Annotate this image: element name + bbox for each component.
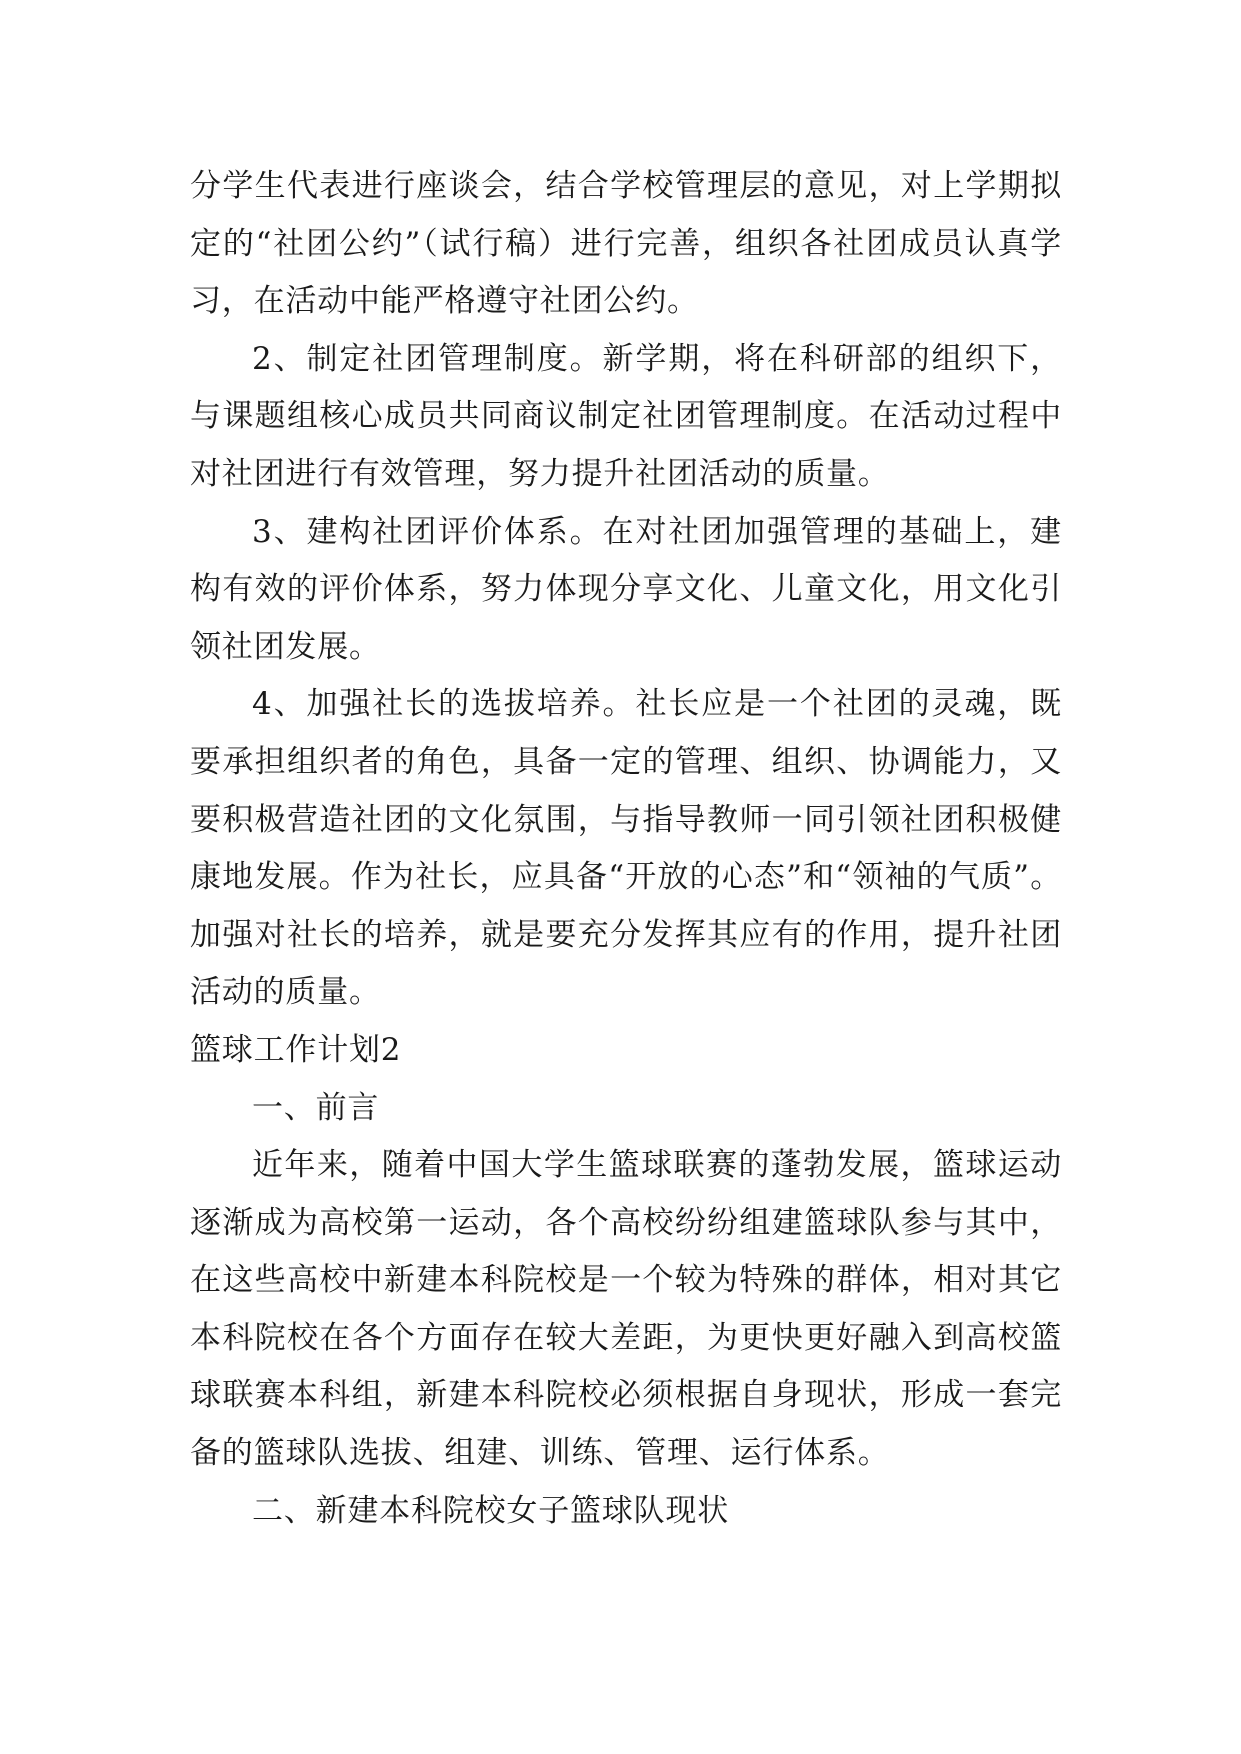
paragraph-president-training: 4、加强社长的选拔培养。社长应是一个社团的灵魂，既要承担组织者的角色，具备一定的管理、组织、协调能力，又要积极营造社团的文化氛围，与指导教师一同引领社团积极健康地发展。作为社长，应具备“开放的心态”和“领袖的气质”。加强对社长的培养，就是要充分发挥其应有的作用，提升社团活动的质量。 <box>190 686 1062 1011</box>
document-body <box>190 158 1062 1540</box>
paragraph-management-system: 2、制定社团管理制度。新学期，将在科研部的组织下，与课题组核心成员共同商议制定社团管理制度。在活动过程中对社团进行有效管理，努力提升社团活动的质量。 <box>190 340 1062 492</box>
paragraph-evaluation-system: 3、建构社团评价体系。在对社团加强管理的基础上，建构有效的评价体系，努力体现分享文化、儿童文化，用文化引领社团发展。 <box>190 513 1062 665</box>
paragraph-preface-body: 近年来，随着中国大学生篮球联赛的蓬勃发展，篮球运动逐渐成为高校第一运动，各个高校纷纷组建篮球队参与其中，在这些高校中新建本科院校是一个较为特殊的群体，相对其它本科院校在各个方面存在较大差距，为更快更好融入到高校篮球联赛本科组，新建本科院校必须根据自身现状，形成一套完备的篮球队选拔、组建、训练、管理、运行体系。 <box>190 1147 1062 1472</box>
section-title: 篮球工作计划2 <box>190 1031 402 1068</box>
paragraph-club-charter: 分学生代表进行座谈会，结合学校管理层的意见，对上学期拟定的“社团公约”（试行稿）进行完善，组织各社团成员认真学习，在活动中能严格遵守社团公约。 <box>190 168 1062 320</box>
subsection-heading-preface: 一、前言 <box>252 1089 380 1126</box>
subsection-heading-status: 二、新建本科院校女子篮球队现状 <box>252 1492 729 1529</box>
